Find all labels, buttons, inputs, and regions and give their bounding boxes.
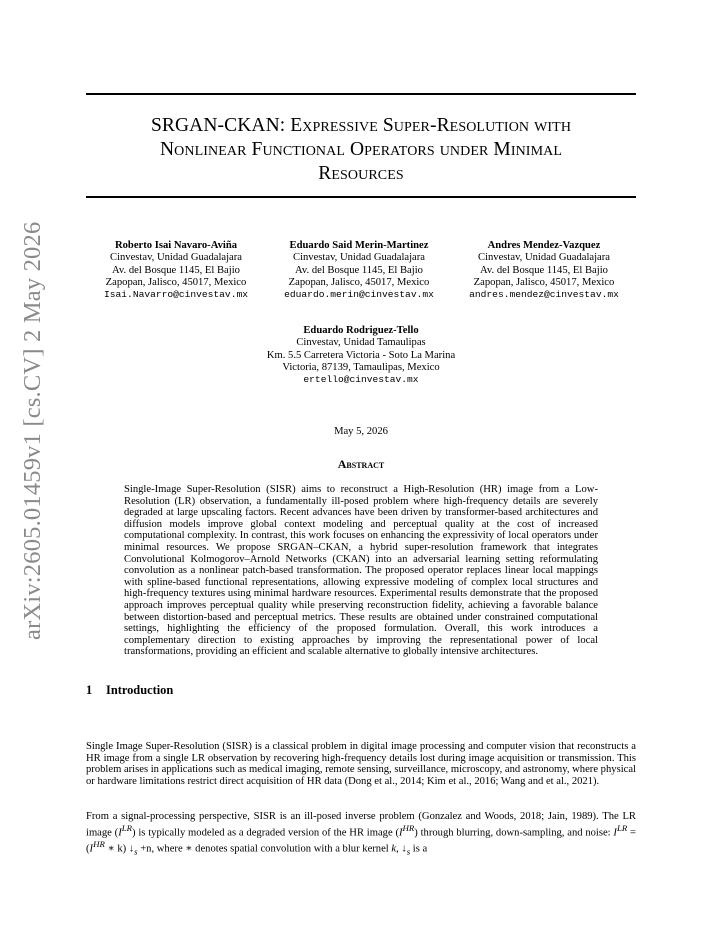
intro-paragraph-1: Single Image Super-Resolution (SISR) is a classical problem in digital image processing and computer vision that reconstructs a HR image from a single LR observation by recovering high-frequency details lost during image acquisition or transmission. This problem arises in applications such as medical imaging, remote sensing, surveillance, microscopy, and astronomy, where physical or hardware limitations restrict direct acquisition of HR data (Dong et al., 2014; Kim et al., 2016; Wang and et al., 2021). — [86, 741, 636, 787]
author-email[interactable]: eduardo.merin@cinvestav.mx — [284, 289, 434, 301]
author-affiliation: Cinvestav, Unidad Guadalajara — [293, 252, 425, 264]
math-subscript: s — [406, 846, 411, 857]
author-address: Av. del Bosque 1145, El Bajio — [295, 264, 423, 276]
author-email[interactable]: ertello@cinvestav.mx — [303, 374, 419, 386]
title-top-rule — [86, 93, 636, 95]
section-heading-introduction — [86, 683, 173, 698]
author-address: Zapopan, Jalisco, 45017, Mexico — [473, 276, 615, 288]
math-symbol: I — [89, 843, 94, 855]
intro-paragraph-2 — [86, 811, 636, 858]
abstract-heading: Abstract — [337, 457, 385, 471]
text-run: ∗ k) ↓ — [104, 843, 135, 855]
title-line-2: Nonlinear Functional Operators under Minimal — [160, 139, 562, 160]
math-subscript: s — [134, 846, 138, 857]
author-block-4 — [211, 325, 511, 386]
author-block-2 — [268, 240, 450, 301]
math-symbol: k — [391, 843, 397, 855]
author-address: Km. 5.5 Carretera Victoria - Soto La Marina — [266, 349, 456, 361]
author-name: Roberto Isai Navaro-Aviña — [114, 240, 238, 251]
math-superscript: HR — [402, 822, 415, 833]
author-address: Victoria, 87139, Tamaulipas, Mexico — [282, 361, 440, 373]
author-block-1 — [86, 240, 266, 301]
author-block-3 — [452, 240, 636, 301]
arxiv-sidebar-stamp: arXiv:2605.01459v1 [cs.CV] 2 May 2026 — [19, 221, 46, 640]
paper-date: May 5, 2026 — [334, 426, 388, 437]
text-run: is a — [410, 843, 428, 855]
section-title: Introduction — [106, 683, 174, 697]
text-run: = ( — [86, 827, 637, 855]
text-run: +n, where ∗ denotes spatial convolution with a blur kernel — [137, 843, 392, 855]
math-symbol: I — [118, 827, 122, 839]
author-address: Av. del Bosque 1145, El Bajio — [480, 264, 608, 276]
title-line-1: SRGAN-CKAN: Expressive Super-Resolution with — [150, 115, 572, 136]
math-symbol: I — [613, 827, 617, 839]
text-run: , ↓ — [396, 843, 407, 855]
section-number: 1 — [86, 683, 93, 697]
author-address: Av. del Bosque 1145, El Bajio — [112, 264, 240, 276]
math-superscript: LR — [616, 822, 628, 833]
math-superscript: HR — [93, 838, 105, 849]
abstract-body: Single-Image Super-Resolution (SISR) aims to reconstruct a High-Resolution (HR) image from a Low-Resolution (LR) observation, a fundamentally ill-posed problem where high-frequency details are severely degraded at large upscaling factors. Recent advances have been driven by transformer-based architectures and diffusion models improve global context modeling and perceptual quality at the cost of increased computational complexity. In contrast, this work focuses on enhancing the expressivity of local operators under minimal resources. We propose SRGAN–CKAN, a hybrid super-resolution framework that integrates Convolutional Kolmogorov–Arnold Networks (CKAN) into an adversarial learning setting reformulating convolution as a nonlinear patch-based transformation. The proposed operator replaces linear local mappings with spline-based functional representations, allowing expressive modeling of complex local structures and high-frequency textures using minimal hardware resources. Experimental results demonstrate that the proposed approach improves perceptual quality while preserving reconstruction fidelity, achieving a favorable balance between distortion-based and perceptual metrics. These results are obtained under constrained computational settings, highlighting the efficiency of the proposed formulation. Overall, this work introduces a complementary direction to existing approaches by improving the representational power of local transformations, providing an efficient and scalable alternative to globally intensive architectures. — [124, 484, 598, 658]
title-line-3: Resources — [318, 163, 404, 184]
title-bottom-rule — [86, 196, 636, 198]
author-name: Eduardo Said Merin-Martinez — [289, 240, 429, 251]
author-name: Eduardo Rodriguez-Tello — [303, 325, 419, 336]
text-run: ) through blurring, down-sampling, and noise: — [414, 827, 614, 839]
text-run: ) is typically modeled as a degraded version of the HR image ( — [132, 827, 399, 839]
author-name: Andres Mendez-Vazquez — [487, 240, 601, 251]
math-superscript: LR — [121, 822, 133, 833]
author-email[interactable]: andres.mendez@cinvestav.mx — [469, 289, 619, 301]
author-affiliation: Cinvestav, Unidad Tamaulipas — [296, 337, 426, 349]
author-email[interactable]: Isai.Navarro@cinvestav.mx — [104, 289, 248, 301]
author-address: Zapopan, Jalisco, 45017, Mexico — [288, 276, 430, 288]
author-address: Zapopan, Jalisco, 45017, Mexico — [105, 276, 247, 288]
author-affiliation: Cinvestav, Unidad Guadalajara — [110, 252, 242, 264]
paper-title — [86, 114, 636, 186]
math-symbol: I — [398, 827, 403, 839]
text-run: From a signal-processing perspective, SISR is an ill-posed inverse problem (Gonzalez and Woods, 2018; Jain, 1989). The LR image ( — [86, 811, 636, 839]
author-affiliation: Cinvestav, Unidad Guadalajara — [478, 252, 610, 264]
